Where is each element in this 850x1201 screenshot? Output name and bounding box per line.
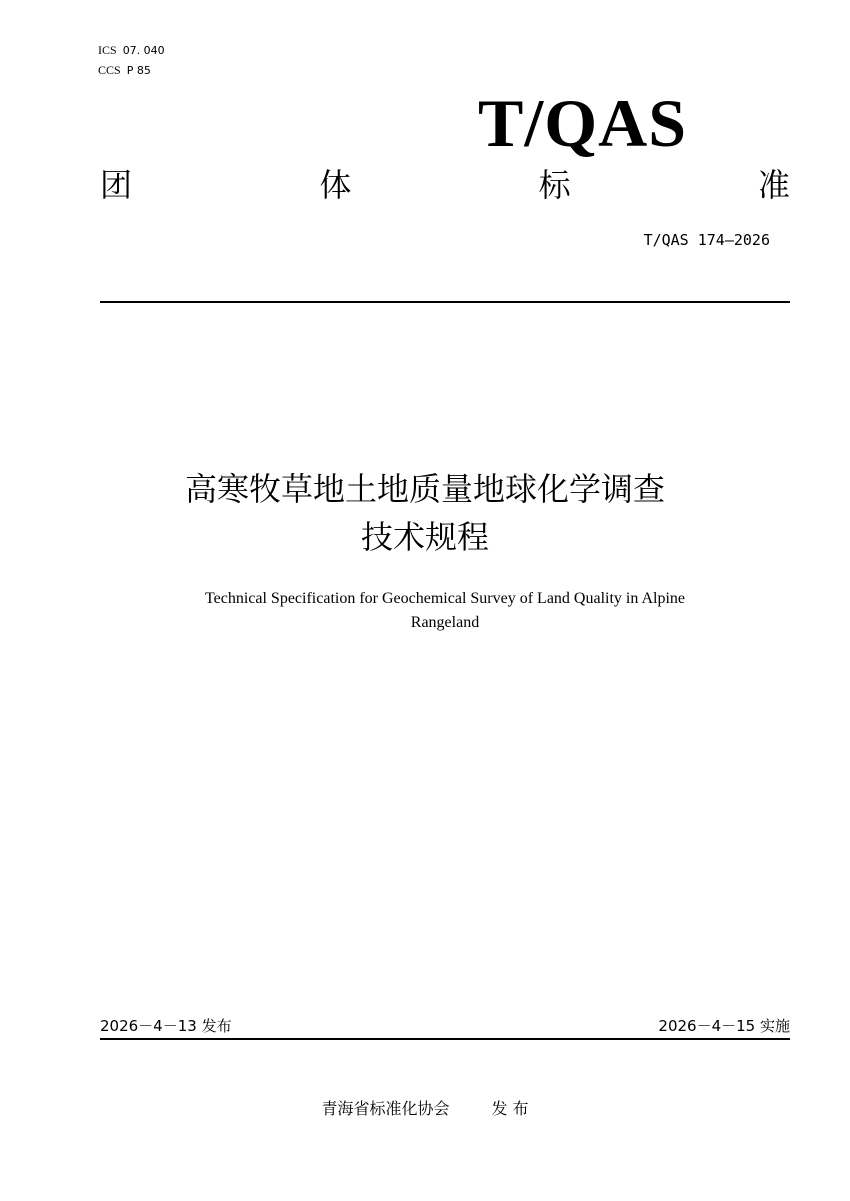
implementation-date: 2026－4－15 实施: [658, 1017, 790, 1035]
bottom-divider: [100, 1038, 790, 1040]
publisher-action: 发 布: [491, 1099, 529, 1118]
title-en-line2: Rangeland: [410, 614, 480, 631]
ccs-code: [98, 63, 151, 78]
title-cn-line2: 技术规程: [360, 518, 489, 556]
ics-value: 07. 040: [122, 44, 165, 57]
standard-type-heading: [100, 165, 790, 205]
title-cn-line1: 高寒牧草地土地质量地球化学调查: [184, 470, 665, 508]
ccs-label: CCS: [98, 63, 121, 77]
standard-type-char: 准: [757, 166, 790, 204]
ics-code: [98, 43, 165, 58]
title-en-line1: Technical Specification for Geochemical Survey of Land Quality in Alpine: [204, 590, 686, 607]
ccs-value: P 85: [126, 64, 151, 77]
title-en: [100, 587, 790, 635]
standard-logo: T/QAS: [478, 85, 688, 161]
standard-number: T/QAS 174—2026: [643, 231, 770, 249]
standard-type-char: 团: [100, 166, 133, 204]
issue-date: 2026－4－13 发布: [100, 1017, 232, 1035]
ics-label: ICS: [98, 43, 117, 57]
standard-type-char: 标: [538, 166, 571, 204]
publisher-line: [0, 1098, 850, 1120]
publisher-name: 青海省标准化协会: [321, 1099, 450, 1118]
standard-type-char: 体: [319, 166, 352, 204]
top-divider: [100, 301, 790, 303]
